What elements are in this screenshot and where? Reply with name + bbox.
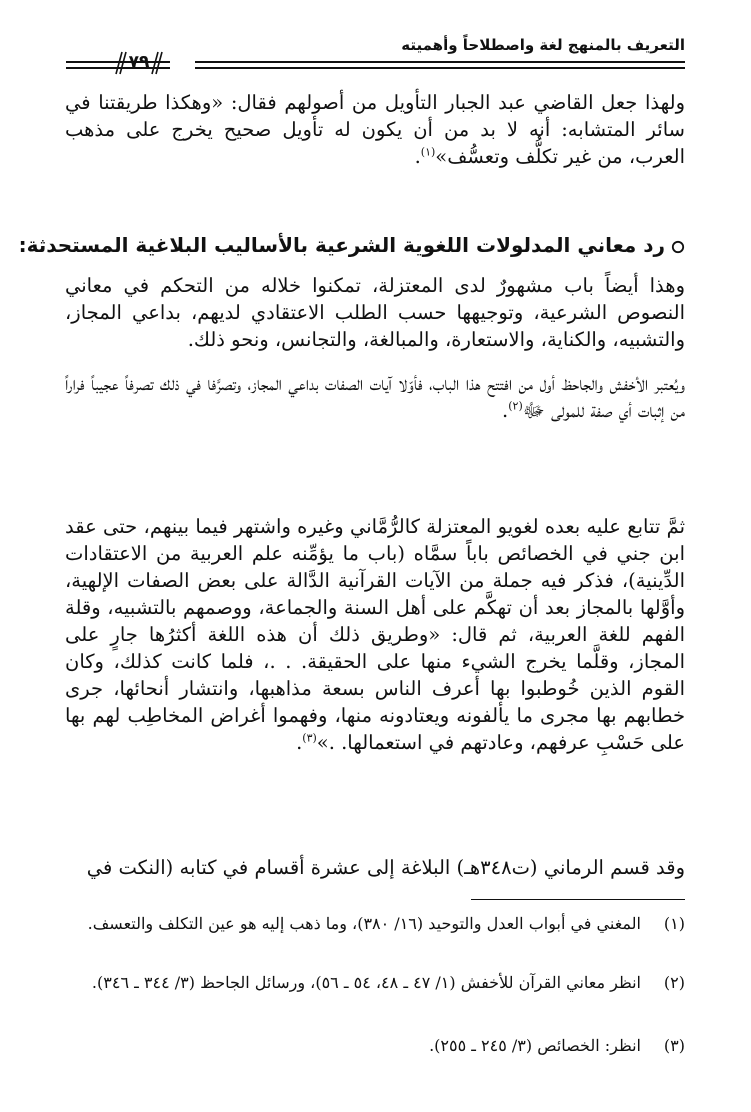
footnote-text: المغني في أبواب العدل والتوحيد (١٦/ ٣٨٠)، وما ذهب إليه هو عين التكلف والتعسف. xyxy=(87,914,641,933)
header-rule xyxy=(195,67,685,69)
footnote-text: انظر معاني القرآن للأخفش (١/ ٤٧ ـ ٤٨، ٥٤ ـ ٥٦)، ورسائل الجاحظ (٣/ ٣٤٤ ـ ٣٤٦). xyxy=(91,973,641,992)
paragraph-text: ثمَّ تتابع عليه بعده لغويو المعتزلة كالرُّمَّاني وغيره واشتهر فيما بينهم، حتى عقد ابن جني في الخصائص باباً سمَّاه (باب ما يؤمِّنه علم العربية من الاعتقادات الدِّينية)، فذكر فيه جملة من الآيات القرآنية الدَّالة على بعض الصفات الإلهية، وأوَّلها بالمجاز بعد أن تهكَّم على أهل السنة والجماعة، ووصمهم بالتشبيه، وقلة الفهم للغة العربية، ثم قال: «وطريق ذلك أن هذه اللغة أكثرُها جارٍ على المجاز، وقلَّما يخرج الشيء منها على الحقيقة. . .، فلما كانت كذلك، وكان القوم الذين خُوطبوا بها أعرف الناس بسعة مذاهبها، وانتشار أنحائها، جرى خطابهم بها مجرى ما يألفونه ويعتادونه منها، وفهموا أغراض المخاطِب لهم بها على حَسْبِ عرفهم، وعادتهم في استعمالها. .» xyxy=(65,515,685,754)
running-title: التعريف بالمنهج لغة واصطلاحاً وأهميته xyxy=(401,36,685,54)
page-number: ٧٩ xyxy=(128,52,150,72)
section-subheading xyxy=(18,230,685,260)
page-number-frame xyxy=(106,50,172,76)
paragraph-5 xyxy=(65,854,685,881)
paragraph-4 xyxy=(65,513,685,756)
footnote-ref: (٣) xyxy=(302,731,317,745)
paragraph-text: ولهذا جعل القاضي عبد الجبار التأويل من أصولهم فقال: «وهكذا طريقتنا في سائر المتشابه: أنه لا بد من أن يكون له تأويل صحيح يخرج على مذهب العرب، من غير تكلُّف وتعسُّف» xyxy=(65,91,685,168)
footnote-ref: (٢) xyxy=(508,399,523,413)
circle-bullet-icon xyxy=(671,240,685,254)
paragraph-1 xyxy=(65,89,685,170)
paragraph-text: ويُعتبر الأخفش والجاحظ أول من افتتح هذا الباب، فأوّلا آيات الصفات بداعي المجاز، وتصرَّفا في ذلك تصرفاً عجيباً فراراً من إثبات أي صفة للمولى ﷻ xyxy=(65,372,685,422)
paragraph-3 xyxy=(65,370,685,424)
footnote-text: انظر: الخصائص (٣/ ٢٤٥ ـ ٢٥٥). xyxy=(429,1036,641,1055)
paragraph-2 xyxy=(65,272,685,353)
footnote-number: (٣) xyxy=(663,1036,685,1055)
paragraph-text: وهذا أيضاً باب مشهورٌ لدى المعتزلة، تمكنوا خلاله من التحكم في معاني النصوص الشرعية، وتوجيهها حسب الطلب الاعتقادي لديهم، بداعي المجاز، والتشبيه، والكناية، والاستعارة، والمبالغة، والتجانس، ونحو ذلك. xyxy=(65,274,685,351)
paragraph-end: . xyxy=(414,145,421,168)
header-rule xyxy=(195,61,685,63)
subheading-text: رد معاني المدلولات اللغوية الشرعية بالأساليب البلاغية المستحدثة: xyxy=(18,233,665,257)
footnote-number: (١) xyxy=(663,914,685,933)
footnote-number: (٢) xyxy=(663,973,685,992)
footnote-3 xyxy=(65,1034,685,1057)
footnote-1 xyxy=(65,912,685,935)
footnote-separator xyxy=(471,899,685,900)
paragraph-text: وقد قسم الرماني (ت٣٤٨هـ) البلاغة إلى عشرة أقسام في كتابه (النكت في xyxy=(86,856,685,879)
footnote-ref: (١) xyxy=(420,145,436,159)
paragraph-end: . xyxy=(502,399,509,422)
paragraph-end: . xyxy=(296,731,303,754)
footnote-2 xyxy=(65,971,685,994)
